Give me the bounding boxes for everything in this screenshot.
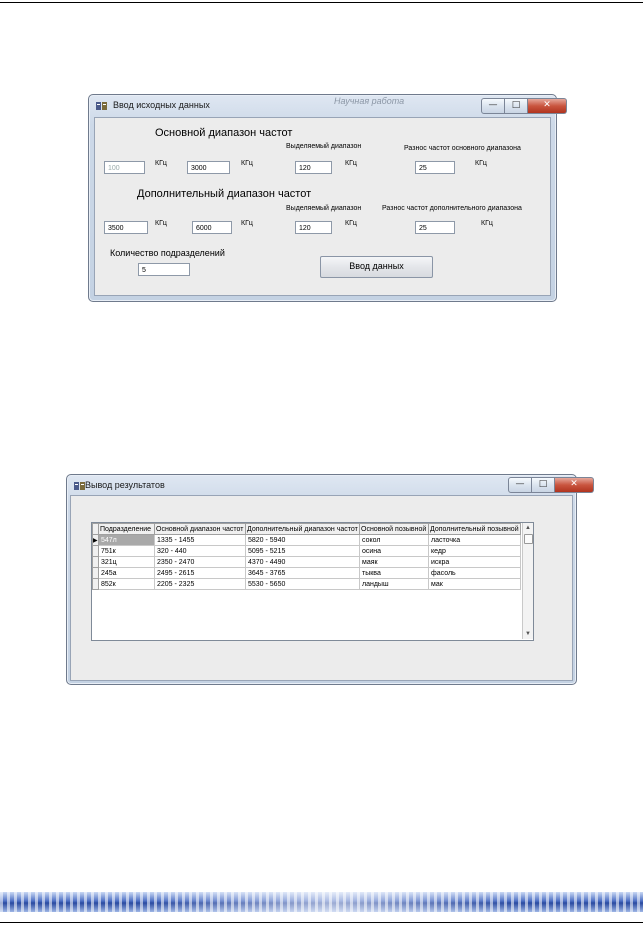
- footer-band-highlight: [150, 892, 510, 912]
- scroll-down-icon[interactable]: ▼: [525, 631, 531, 637]
- extra-spacing-unit: КГц: [481, 220, 493, 227]
- extra-to-input[interactable]: 6000: [192, 221, 232, 234]
- scroll-thumb[interactable]: [524, 534, 533, 544]
- output-window: [66, 474, 577, 685]
- extra-allocated-unit: КГц: [345, 220, 357, 227]
- vertical-scrollbar[interactable]: [522, 523, 533, 639]
- table-row[interactable]: [93, 557, 521, 568]
- column-header[interactable]: Дополнительный позывной: [430, 525, 519, 533]
- close-button[interactable]: ✕: [528, 98, 567, 114]
- column-header[interactable]: Основной диапазон частот: [155, 524, 246, 535]
- extra-to-unit: КГц: [241, 220, 253, 227]
- header-row: [93, 524, 521, 535]
- table-cell[interactable]: искра: [429, 557, 521, 568]
- main-allocated-unit: КГц: [345, 160, 357, 167]
- table-cell[interactable]: 2495 - 2615: [155, 568, 246, 579]
- table-cell[interactable]: 852к: [99, 579, 155, 590]
- footer-decorative-band: [0, 892, 643, 912]
- table-cell[interactable]: сокол: [360, 535, 429, 546]
- main-spacing-input[interactable]: 25: [415, 161, 455, 174]
- minimize-button[interactable]: —: [508, 477, 532, 493]
- table-cell[interactable]: 547л: [99, 535, 155, 546]
- main-from-unit: КГц: [155, 160, 167, 167]
- app-icon: [96, 101, 108, 111]
- table-row[interactable]: [93, 568, 521, 579]
- units-count-input[interactable]: 5: [138, 263, 190, 276]
- table-cell[interactable]: ландыш: [360, 579, 429, 590]
- table-cell[interactable]: кедр: [429, 546, 521, 557]
- table-cell[interactable]: 2350 - 2470: [155, 557, 246, 568]
- table-cell[interactable]: 2205 - 2325: [155, 579, 246, 590]
- table-cell[interactable]: маяк: [360, 557, 429, 568]
- submit-data-button[interactable]: Ввод данных: [320, 256, 433, 278]
- main-range-heading: Основной диапазон частот: [155, 127, 293, 139]
- output-window-client: [70, 495, 573, 681]
- table-cell[interactable]: 5095 - 5215: [246, 546, 360, 557]
- top-rule: [0, 2, 643, 3]
- column-header[interactable]: Дополнительный диапазон частот: [247, 525, 358, 533]
- scroll-up-icon[interactable]: ▲: [525, 525, 531, 531]
- extra-spacing-input[interactable]: 25: [415, 221, 455, 234]
- results-grid[interactable]: [91, 522, 534, 641]
- main-spacing-label: Разнос частот основного диапазона: [404, 145, 521, 152]
- extra-allocated-input[interactable]: 120: [295, 221, 332, 234]
- main-to-input[interactable]: 3000: [187, 161, 230, 174]
- units-count-label: Количество подразделений: [110, 248, 225, 258]
- main-to-unit: КГц: [241, 160, 253, 167]
- extra-from-input[interactable]: 3500: [104, 221, 148, 234]
- window-title: Ввод исходных данных: [113, 100, 210, 110]
- input-window-titlebar[interactable]: [89, 95, 556, 117]
- title-overlay-text: Научная работа: [334, 96, 405, 106]
- input-window: [88, 94, 557, 302]
- main-allocated-input[interactable]: 120: [295, 161, 332, 174]
- selected-row-marker: ▶: [93, 535, 99, 546]
- table-cell[interactable]: 245а: [99, 568, 155, 579]
- minimize-button[interactable]: —: [481, 98, 505, 114]
- table-cell[interactable]: 5530 - 5650: [246, 579, 360, 590]
- extra-range-heading: Дополнительный диапазон частот: [137, 188, 312, 200]
- column-header[interactable]: Подразделение: [99, 524, 155, 535]
- bottom-rule: [0, 922, 643, 923]
- main-spacing-unit: КГц: [475, 160, 487, 167]
- input-window-client: [94, 117, 551, 296]
- table-cell[interactable]: 320 - 440: [155, 546, 246, 557]
- table-cell[interactable]: 5820 - 5940: [246, 535, 360, 546]
- table-cell[interactable]: мак: [429, 579, 521, 590]
- table-cell[interactable]: 1335 - 1455: [155, 535, 246, 546]
- table-cell[interactable]: 321ц: [99, 557, 155, 568]
- table-row[interactable]: [93, 546, 521, 557]
- close-button[interactable]: ✕: [555, 477, 594, 493]
- extra-from-unit: КГц: [155, 220, 167, 227]
- output-window-titlebar[interactable]: [67, 475, 576, 497]
- extra-spacing-label: Разнос частот дополнительного диапазона: [382, 205, 522, 212]
- column-header[interactable]: Основной позывной: [360, 524, 429, 535]
- table-cell[interactable]: 4370 - 4490: [246, 557, 360, 568]
- main-allocated-label: Выделяемый диапазон: [286, 143, 362, 150]
- window-title: Вывод результатов: [85, 480, 165, 490]
- table-cell[interactable]: фасоль: [429, 568, 521, 579]
- maximize-button[interactable]: □: [532, 477, 555, 493]
- extra-allocated-label: Выделяемый диапазон: [286, 205, 362, 212]
- table-row[interactable]: [93, 535, 521, 546]
- table-row[interactable]: [93, 579, 521, 590]
- table-cell[interactable]: тыква: [360, 568, 429, 579]
- table-cell[interactable]: осина: [360, 546, 429, 557]
- table-cell[interactable]: 751к: [99, 546, 155, 557]
- results-table: [92, 523, 521, 590]
- main-from-input[interactable]: 100: [104, 161, 145, 174]
- table-cell[interactable]: ласточка: [429, 535, 521, 546]
- maximize-button[interactable]: □: [505, 98, 528, 114]
- table-cell[interactable]: 3645 - 3765: [246, 568, 360, 579]
